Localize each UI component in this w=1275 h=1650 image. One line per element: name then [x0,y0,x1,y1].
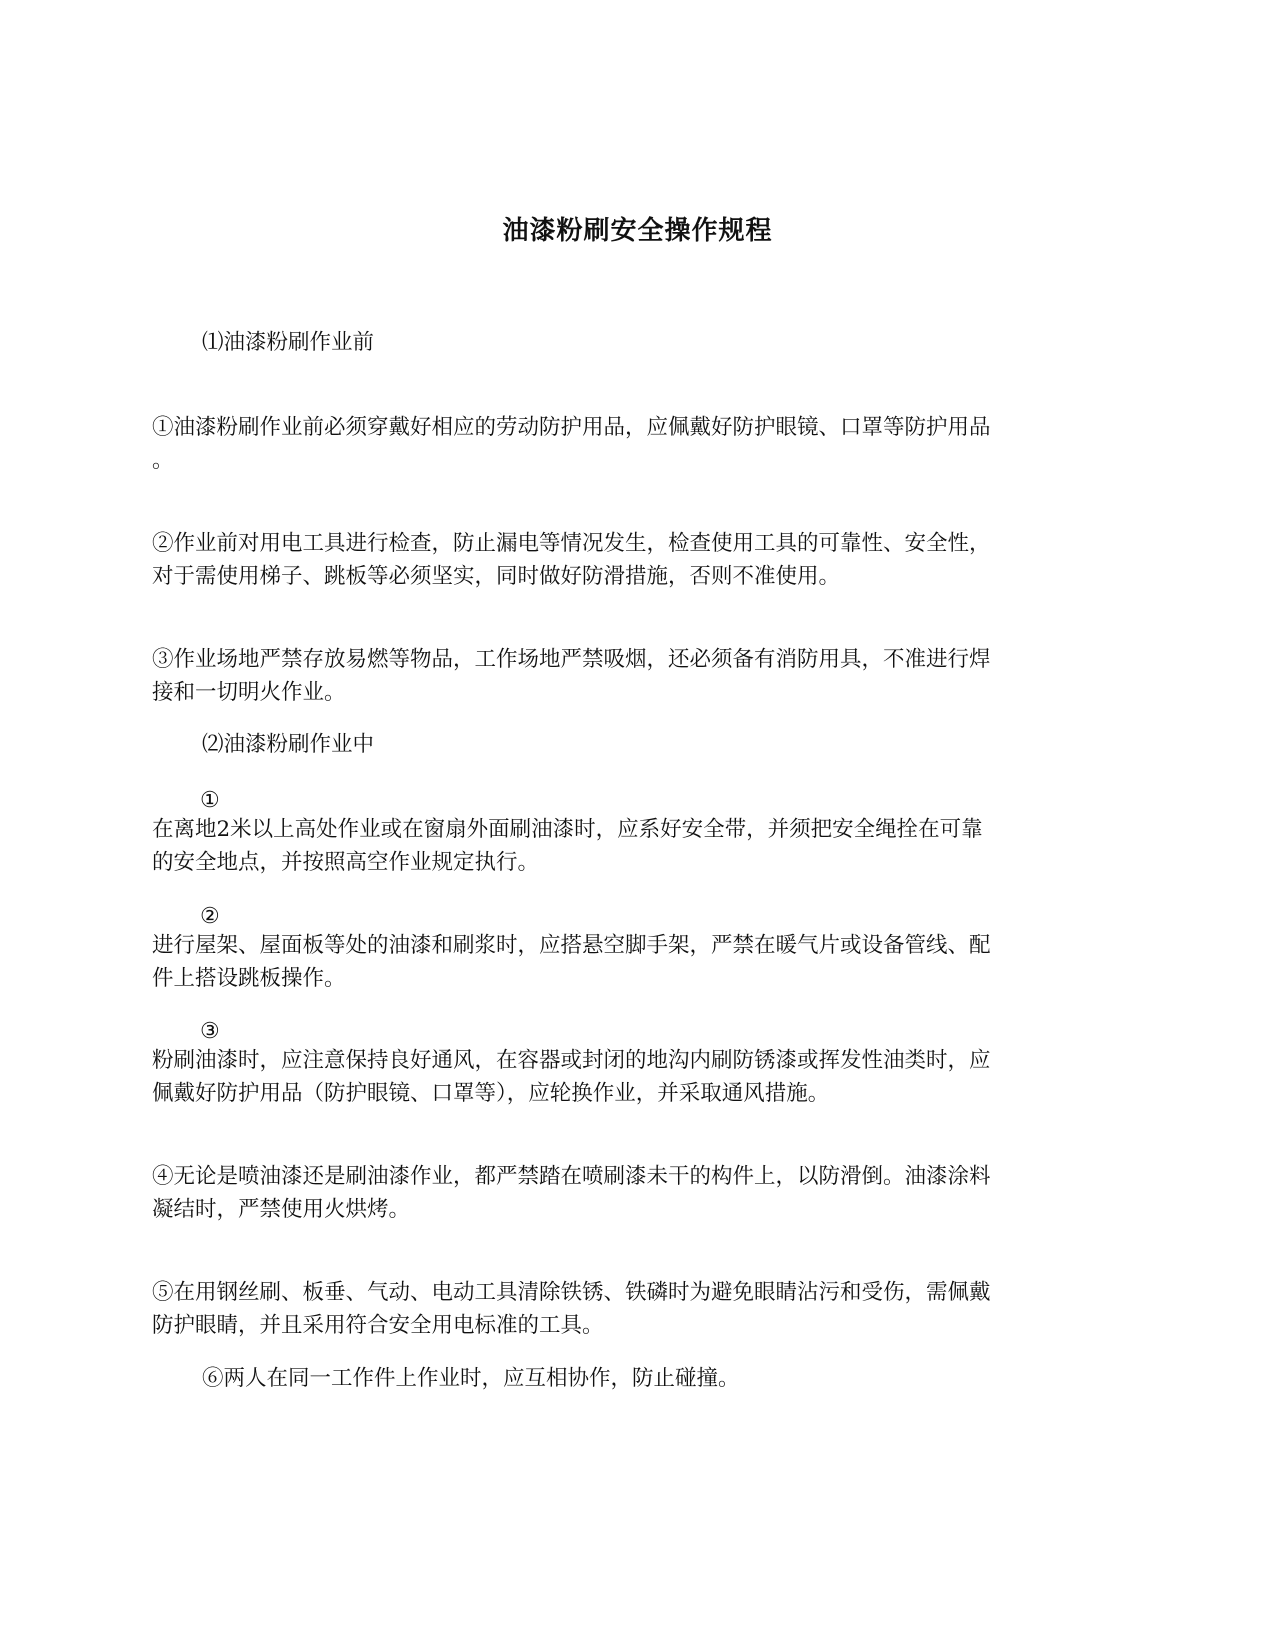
document-title: 油漆粉刷安全操作规程 [502,216,773,246]
paragraph-during-item-6: ⑥两人在同一工作件上作业时，应互相协作，防止碰撞。 [202,1366,740,1391]
paragraph-line: 进行屋架、屋面板等处的油漆和刷浆时，应搭悬空脚手架，严禁在暖气片或设备管线、配 [152,933,991,958]
paragraph-during-item-1 [152,813,1137,879]
paragraph-line: ⑤在用钢丝刷、板垂、气动、电动工具清除铁锈、铁磷时为避免眼睛沾污和受伤，需佩戴 [152,1280,991,1305]
paragraph-line: 凝结时，严禁使用火烘烤。 [152,1197,411,1222]
list-marker: ① [200,788,220,813]
paragraph-during-item-3 [152,1044,1137,1110]
paragraph-during-item-4 [152,1160,1137,1226]
paragraph-line: ④无论是喷油漆还是刷油漆作业，都严禁踏在喷刷漆未干的构件上，以防滑倒。油漆涂料 [152,1164,991,1189]
paragraph-line: 接和一切明火作业。 [152,680,346,705]
list-marker: ③ [200,1019,220,1044]
paragraph-during-item-5 [152,1276,1137,1342]
paragraph-during-item-2 [152,929,1137,995]
paragraph-line: ①油漆粉刷作业前必须穿戴好相应的劳动防护用品，应佩戴好防护眼镜、口罩等防护用品 [152,415,991,440]
paragraph-line: 在离地2米以上高处作业或在窗扇外面刷油漆时，应系好安全带，并须把安全绳拴在可靠 [152,817,983,842]
paragraph-line: 防护眼睛，并且采用符合安全用电标准的工具。 [152,1313,604,1338]
paragraph-line: 粉刷油漆时，应注意保持良好通风，在容器或封闭的地沟内刷防锈漆或挥发性油类时，应 [152,1048,991,1073]
paragraph-before-item-3 [152,643,1137,709]
paragraph-line: ③作业场地严禁存放易燃等物品，工作场地严禁吸烟，还必须备有消防用具，不准进行焊 [152,647,991,672]
paragraph-line: 。 [152,448,174,473]
list-marker: ② [200,904,220,929]
paragraph-before-item-1 [152,411,1137,477]
paragraph-line: 佩戴好防护用品（防护眼镜、口罩等），应轮换作业，并采取通风措施。 [152,1081,830,1106]
paragraph-before-item-2 [152,527,1137,593]
paragraph-line: ②作业前对用电工具进行检查，防止漏电等情况发生，检查使用工具的可靠性、安全性， [152,531,991,556]
paragraph-line: 对于需使用梯子、跳板等必须坚实，同时做好防滑措施，否则不准使用。 [152,564,841,589]
paragraph-line: 件上搭设跳板操作。 [152,966,346,991]
section-heading-during-work: ⑵油漆粉刷作业中 [202,732,375,757]
paragraph-line: 的安全地点，并按照高空作业规定执行。 [152,850,540,875]
section-heading-before-work: ⑴油漆粉刷作业前 [202,330,375,355]
